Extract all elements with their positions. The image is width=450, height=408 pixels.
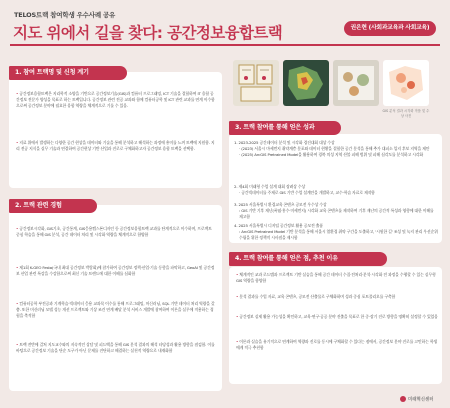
page-title: 지도 위에서 길을 찾다: 공간정보융합트랙 <box>13 24 283 42</box>
section-4-heading: 4. 트랙 참여를 통해 얻은 점, 추천 이유 <box>229 252 387 266</box>
section-1-panel <box>9 72 222 188</box>
photo-strip <box>233 60 442 118</box>
section-2-item: • 트랙 전반에 걸쳐 지도교수와의 지속적인 상담 및 피드백을 통해 GIS 분석 결과의 해석 타당성과 활용 방향을 점검함. 이를 바탕으로 공간정보 기술을 단순 도구가 아닌 문제를 진단하고 해결하는 실천적 역량으로 내재화함 <box>16 342 215 354</box>
section-3-item: 2. 제4회 미래형 수업 설계 대회 장려상 수상 · 공간빅데이터를 주제로 GIS 기반 수업 설계안을 개발하고, 교수·학습 자료로 제작함 <box>234 184 375 196</box>
photo-caption: GIS 분석 결과 시각화 작품 및 수상 사진 <box>382 109 430 118</box>
section-2-heading: 2. 트랙 관련 경험 <box>9 199 97 213</box>
section-2-item: • 제1회 K-GEO Festa(국내 최대 공간정보 박람회)에 참가하여 공간정보 정책·산업·기술 동향을 파악하고, GeoAI 및 공간정보 산업 관련 특강을 수강함으로써 최신 기술 트렌드에 대한 이해를 심화함 <box>16 265 215 277</box>
center-logo-icon <box>400 396 406 402</box>
section-4-item: • 분석 결과를 수업 자료, 교육 콘텐츠, 공모전 산출물로 구체화하며 성과 중심 포트폴리오를 구축함 <box>236 294 396 299</box>
header <box>0 0 450 62</box>
header-kicker: TELOS트랙 참여학생 우수사례 공유 <box>14 11 116 19</box>
section-1-item: • 지료 위에서 발생하는 다양한 공간 현상을 데이터와 기술을 통해 분석하고 해석하는 과정에 흥미를 느껴 트랙에 지원함. 지리 전공 지식을 실무 기술과 연결하여 공간현상 기반 산업과 진로로 구체화하고자 공간정보 융합 트랙을 선택함. <box>16 140 215 152</box>
award-photo <box>233 60 279 106</box>
section-1-item: • 공간정보융합트랙은 지리학적 소양을 기반으로 공간정보기술(GIS)과 컴퓨터 프로그래밍, ICT 기술을 결합하여 IT 융합 공간정보 전문가 양성을 목표로 하는 트랙입니다. 공간정보 관련 전공 교과와 함께 컴퓨터공학 및 ICT 관련 교과를 연계 이수함으로써 공간정보 분야에 필요한 융합 역량을 체계적으로 기를 수 있음. <box>16 91 215 109</box>
map-visualization-photo <box>283 60 329 106</box>
section-3-item: 4. 2025 서울특별시 디지털 공간정보 활용 공모전 출품 : ArcGIS Pretrained Model 기반 분석을 통해 서울시 열환경 취약 구간을 도출하고, '시원한 길' 조성 및 녹지 관리 우선순위 수립을 위한 정책적 시사점을 제시함 <box>234 223 438 241</box>
section-4-item: • 공간정보 실제 활용 가능성을 확인하고, 교육·연구·공공 분야 진출을 목표로 한 중·장기 진로 방향을 명확히 설정할 수 있었음 <box>236 314 438 319</box>
author-badge: 권은현 (사회과교육과 사회교육) <box>344 21 436 36</box>
section-2-item: • 컴퓨터공학 부전공과 기계학습·빅데이터 응용 교과목 이수를 통해 프로그래밍, 머신러닝, SQL 기반 데이터 처리 역량을 갖춤. 또한 머신러닝 모델 성능 개선 프로젝트와 기상 조건 연계 배달 분석 서비스 개발에 참여하여 이론을 실무에 적용하는 경험을 축적함 <box>16 301 215 319</box>
section-4-item: • 체계적인 교과 로드맵과 프로젝트 기반 실습을 통해 공간 데이터 수집·전처리·분석·시각화 전 과정을 수행할 수 있는 실무형 GIS 역량을 함양함 <box>236 272 436 284</box>
section-4-panel <box>229 267 442 384</box>
section-3-item: 3. 2025 서울특별시 환경교육 콘텐츠 공모전 우수상 수상 : GIS 기반 기후 재난(폭염·홍수·미세먼지) 시각화 교육 콘텐츠를 제작하여 기후 재난의 공간적 특성과 영향에 대한 이해를 제고함 <box>234 202 434 220</box>
poster-photo <box>333 60 379 106</box>
section-1-heading: 1. 참여 트랙명 및 신청 계기 <box>9 66 127 80</box>
section-3-heading: 3. 트랙 참여를 통해 얻은 성과 <box>229 121 341 135</box>
section-3-item: 1. 2023-2025 공간데이터 분석 및 시각화 경진대회 대상 수상 · (2023) 서울시 마세먼지 취약계층 분포와 데이터 현황을 결합한 공간 분석을 통해 추가 대피소 입지 후보 지역을 제안 · (2025) ArcGIS Pretrained Model을 활용하여 경북 의성 지역 산불 피해 범위 및 피해 심각도를 분석하고 시각화 <box>234 140 430 158</box>
section-2-item: • 공간정보시각화, GIS기초, 공간통계, GIS응용캡스톤디자인 등 공간정보융합트랙 교과를 단계적으로 이수하며, 프로젝트 중심 학습을 통해 GIS 분석, 공간 데이터 처리 및 시각화 역량을 체계적으로 함양함 <box>16 226 212 238</box>
section-4-item: • 이론과 실습을 유기적으로 연계하여 역량과 진로를 동시에 구체화할 수 있다는 점에서, 공간정보 분야 진로를 고민하는 학생에게 적극 추천함 <box>236 339 438 351</box>
heatmap-photo <box>383 60 429 106</box>
footer-logo: 미래혁신센터 <box>400 396 433 403</box>
title-rule <box>10 44 440 46</box>
